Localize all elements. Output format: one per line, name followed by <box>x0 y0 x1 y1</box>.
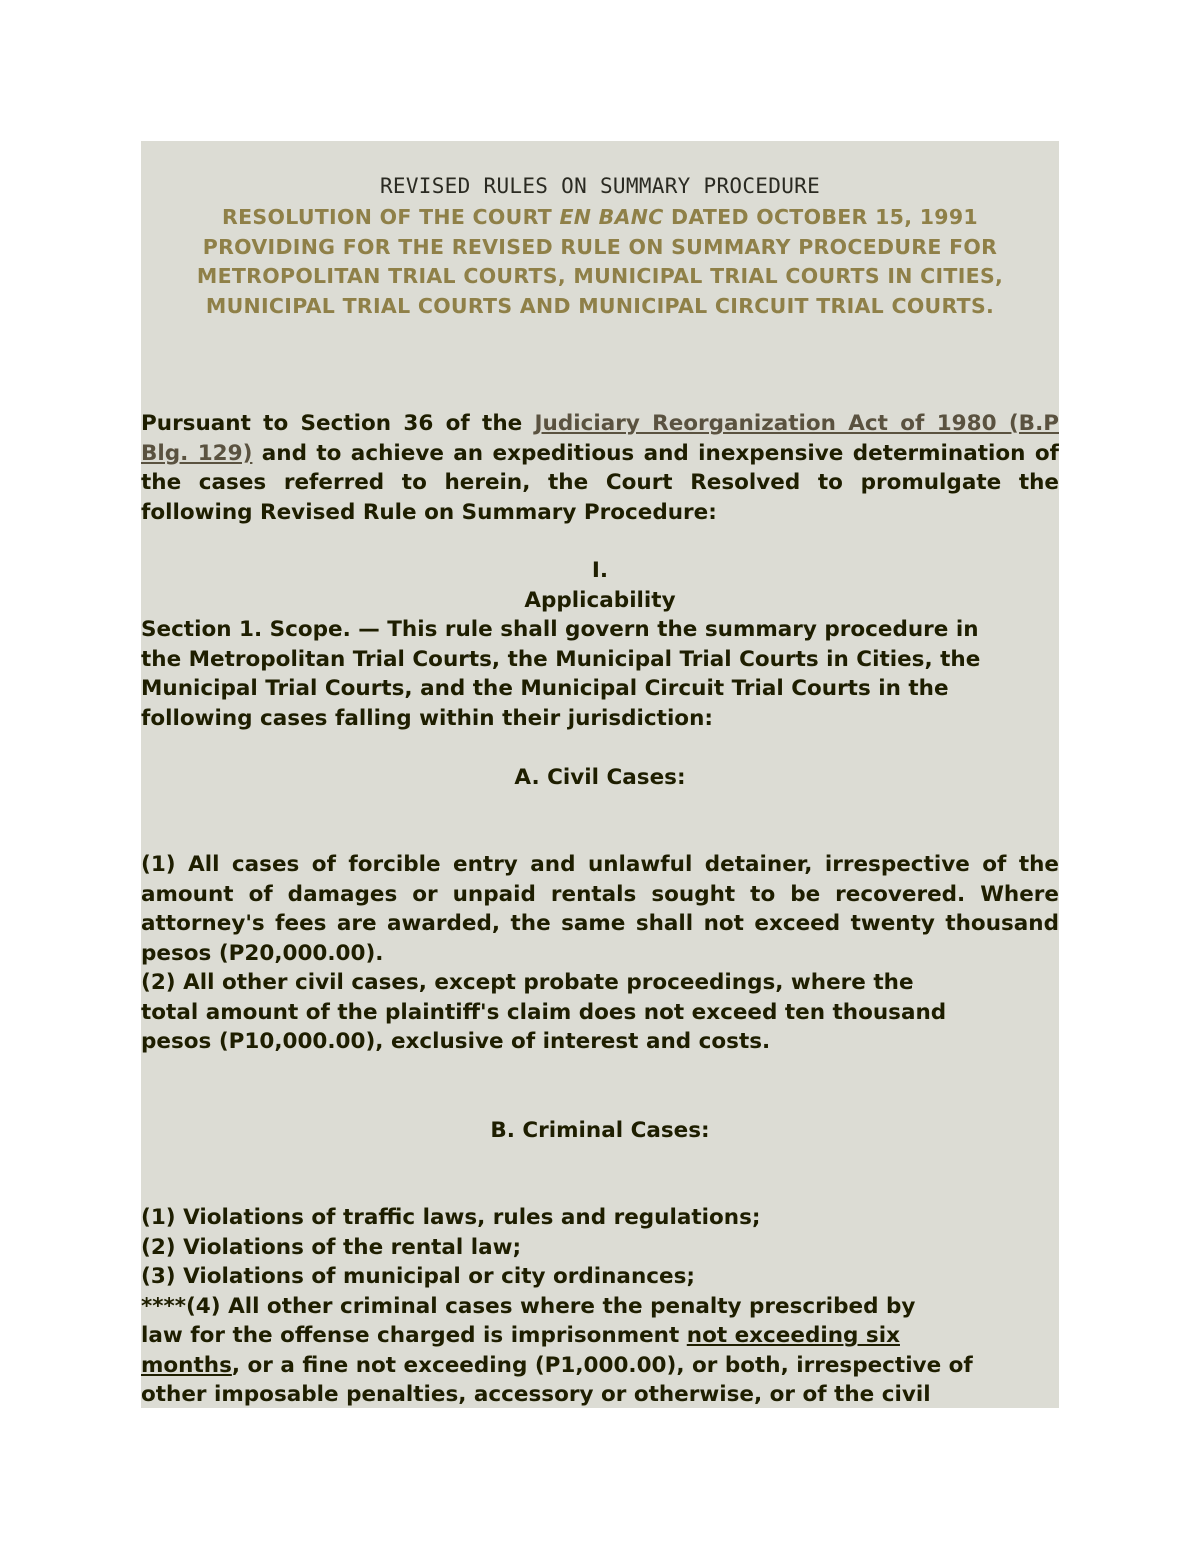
section-1-line: Municipal Trial Courts, and the Municipal Circuit Trial Courts in the <box>141 676 949 701</box>
criminal-item: (1) Violations of traffic laws, rules and regulations; <box>141 1205 761 1230</box>
section-1-paragraph <box>141 615 1059 733</box>
criminal-item: (2) Violations of the rental law; <box>141 1234 522 1260</box>
civil-item-2-line: pesos (P10,000.00), exclusive of interest and costs. <box>141 1029 771 1054</box>
criminal-items <box>141 1203 1059 1408</box>
criminal-item-4-line3 <box>141 1351 1059 1381</box>
part-heading: Applicability <box>524 588 676 613</box>
resolution-heading <box>141 203 1059 321</box>
resolution-line1-before: RESOLUTION OF THE COURT <box>222 205 560 229</box>
civil-item-1: (1) All cases of forcible entry and unlawful detainer, irrespective of the amount of damages or unpaid rentals sought to be recovered. Where attorney's fees are awarded, the same shall not exceed twenty thousand pesos (P20,000.00). <box>141 852 1059 966</box>
preamble-after-link: and to achieve an expeditious and inexpensive determination of the cases referred to herein, the Court Resolved to promulgate the following Revised Rule on Summary Procedure: <box>141 440 1059 525</box>
criminal-item-4-line2 <box>141 1321 1059 1351</box>
section-1-line: following cases falling within their jurisdiction: <box>141 705 713 731</box>
criminal-item-4-line1: ****(4) All other criminal cases where the penalty prescribed by <box>141 1293 916 1319</box>
criminal-item-4-text: , or a fine not exceeding (P1,000.00), or both, irrespective of <box>231 1352 973 1378</box>
criminal-item-4-text: law for the offense charged is imprisonment <box>141 1323 687 1348</box>
section-1-line: the Metropolitan Trial Courts, the Municipal Trial Courts in Cities, the <box>141 646 981 672</box>
resolution-rest: PROVIDING FOR THE REVISED RULE ON SUMMARY PROCEDURE FOR METROPOLITAN TRIAL COURTS, MUNICIPAL TRIAL COURTS IN CITIES, MUNICIPAL TRIAL COURTS AND MUNICIPAL CIRCUIT TRIAL COURTS. <box>196 234 1004 318</box>
underlined-term-part2: months <box>141 1352 232 1378</box>
criminal-cases-heading: B. Criminal Cases: <box>490 1118 710 1143</box>
civil-item-2-line: (2) All other civil cases, except probate proceedings, where the <box>141 970 914 995</box>
judiciary-act-link[interactable]: Judiciary Reorganization Act of 1980 (B.P Blg. 129) <box>141 411 1059 466</box>
criminal-item-4-line4: other imposable penalties, accessory or otherwise, or of the civil <box>141 1382 931 1407</box>
preamble-paragraph <box>141 409 1059 527</box>
criminal-item: (3) Violations of municipal or city ordinances; <box>141 1264 695 1289</box>
civil-item-2-line: total amount of the plaintiff's claim does not exceed ten thousand <box>141 999 947 1025</box>
underlined-term-part1: not exceeding six <box>686 1323 900 1348</box>
document-page <box>141 141 1059 1408</box>
resolution-line1-after: DATED OCTOBER 15, 1991 <box>663 205 978 229</box>
section-1-line: Section 1. Scope. — This rule shall govern the summary procedure in <box>141 617 979 642</box>
civil-item-2 <box>141 968 1059 1057</box>
resolution-en-banc: EN BANC <box>559 205 664 229</box>
part-number: I. <box>591 558 609 583</box>
civil-cases-heading: A. Civil Cases: <box>514 765 686 790</box>
document-title: REVISED RULES ON SUMMARY PROCEDURE <box>379 174 821 198</box>
preamble-before-link: Pursuant to Section 36 of the <box>141 411 535 436</box>
